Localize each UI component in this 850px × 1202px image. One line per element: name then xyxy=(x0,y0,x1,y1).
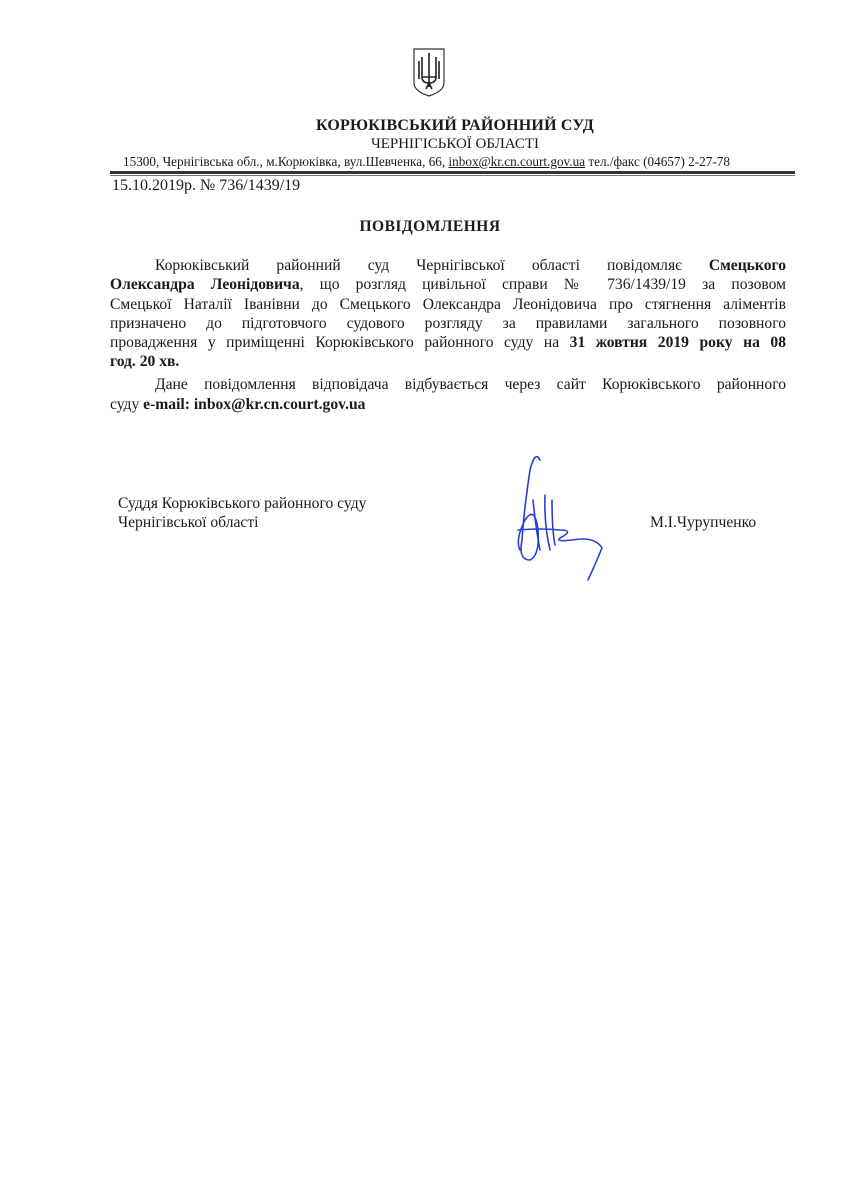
body-line: Дане повідомлення відповідача відбувається через сайт Корюківського районного xyxy=(155,376,786,393)
address-phone: тел./факс (04657) 2-27-78 xyxy=(585,154,730,169)
hearing-time: год. 20 хв. xyxy=(110,353,180,370)
court-name: КОРЮКІВСЬКИЙ РАЙОННИЙ СУД xyxy=(316,117,594,134)
body-line xyxy=(155,256,786,275)
handwritten-signature xyxy=(500,450,610,585)
text: суду xyxy=(110,396,144,413)
body-line: Смецької Наталії Іванівни до Смецького Олександра Леонідовича про стягнення аліментів xyxy=(110,296,786,313)
judge-name: М.І.Чурупченко xyxy=(650,514,757,531)
text: , що розгляд цивільної справи № 736/1439/19 за позовом xyxy=(299,276,786,293)
header-divider-thin xyxy=(110,175,795,176)
address-email-link[interactable]: inbox@kr.cn.court.gov.ua xyxy=(448,154,586,169)
judge-position-line2: Чернігівської області xyxy=(118,514,259,531)
defendant-name: Смецького xyxy=(708,257,786,274)
body-line xyxy=(110,275,786,294)
document-title: ПОВІДОМЛЕННЯ xyxy=(359,218,501,235)
hearing-date: 31 жовтня 2019 року на 08 xyxy=(569,334,787,351)
body-line xyxy=(110,352,786,371)
document-reference: 15.10.2019р. № 736/1439/19 xyxy=(112,177,301,194)
text: провадження у приміщенні Корюківського районного суду на xyxy=(110,334,570,351)
judge-position-line1: Суддя Корюківського районного суду xyxy=(118,495,367,512)
defendant-name-cont: Олександра Леонідовича xyxy=(110,276,300,293)
body-line xyxy=(110,395,786,414)
text: Корюківський районний суд Чернігівської області повідомляє xyxy=(155,257,709,274)
body-line xyxy=(110,333,786,352)
address-prefix: 15300, Чернігівська обл., м.Корюківка, вул.Шевченка, 66, xyxy=(123,154,449,169)
court-address xyxy=(123,154,730,170)
body-line: призначено до підготовчого судового розгляду за правилами загального позовного xyxy=(110,315,786,332)
court-region: ЧЕРНІГІСЬКОЇ ОБЛАСТІ xyxy=(370,136,540,152)
court-email: e-mail: inbox@kr.cn.court.gov.ua xyxy=(143,396,366,413)
trident-coat-of-arms-icon xyxy=(412,47,446,97)
header-divider xyxy=(110,171,795,174)
